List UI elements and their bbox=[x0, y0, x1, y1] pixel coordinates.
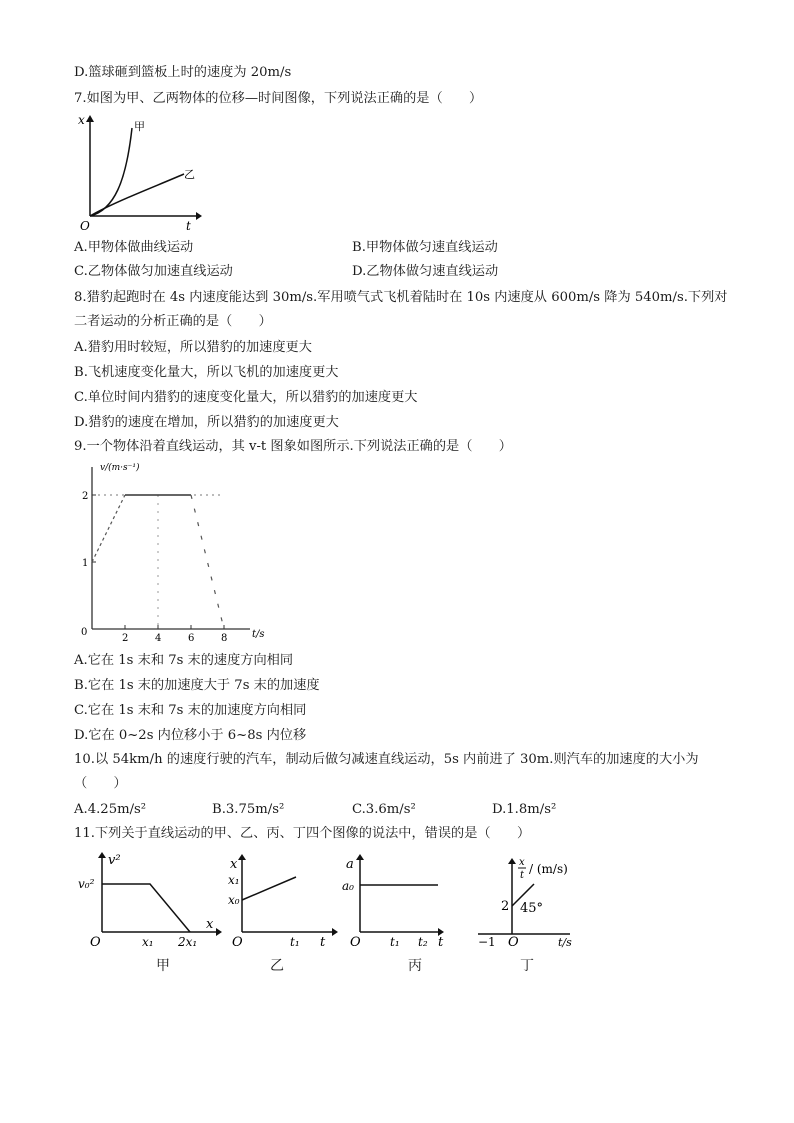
q11-bing-ylabel: a bbox=[346, 857, 354, 872]
q11-jia-v0sq: v₀² bbox=[78, 877, 95, 891]
q11-ding-origin: O bbox=[508, 935, 519, 950]
q11-caption-bing: 丙 bbox=[408, 958, 422, 974]
q9-origin: 0 bbox=[81, 627, 88, 638]
q11-bing-t1: t₁ bbox=[390, 935, 400, 949]
q11-bing-t2: t₂ bbox=[418, 935, 428, 949]
q9-stem: 9.一个物体沿着直线运动，其 v-t 图象如图所示.下列说法正确的是（ ） bbox=[74, 439, 512, 454]
q11-stem: 11.下列关于直线运动的甲、乙、丙、丁四个图像的说法中，错误的是（ ） bbox=[74, 826, 531, 841]
q11-yi-ylabel: x bbox=[230, 857, 238, 872]
q7-y-arrow bbox=[86, 115, 94, 122]
q7-option-b: B.甲物体做匀速直线运动 bbox=[352, 240, 498, 255]
q10-stem-line1: 10.以 54km/h 的速度行驶的汽车，制动后做匀减速直线运动，5s 内前进了 30m.则汽车的加速度的大小为 bbox=[74, 752, 699, 767]
q11-jia-x1: x₁ bbox=[142, 935, 154, 949]
q7-x-label: x bbox=[78, 113, 85, 127]
q11-graph-jia bbox=[74, 850, 224, 950]
q9-xtick-8: 8 bbox=[221, 633, 228, 644]
q11-yi-t1: t₁ bbox=[290, 935, 300, 949]
q8-stem-line1: 8.猎豹起跑时在 4s 内速度能达到 30m/s.军用喷气式飞机着陆时在 10s 内速度从 600m/s 降为 540m/s.下列对 bbox=[74, 290, 728, 305]
q11-ding-angle: 45° bbox=[520, 901, 544, 916]
q7-option-d: D.乙物体做匀速直线运动 bbox=[352, 264, 499, 279]
q9-option-c: C.它在 1s 末和 7s 末的加速度方向相同 bbox=[74, 703, 307, 718]
q9-vt-line-fall bbox=[191, 495, 224, 629]
q11-ding-xlabel: t/s bbox=[558, 936, 572, 949]
q11-ding-neg1: −1 bbox=[478, 935, 496, 949]
q11-ding-frac-bot: t bbox=[520, 870, 525, 881]
q7-xt-graph bbox=[74, 112, 204, 232]
q11-yi-line bbox=[242, 877, 296, 900]
q11-yi-origin: O bbox=[232, 935, 243, 950]
q7-origin: O bbox=[80, 219, 90, 232]
q10-option-a: A.4.25m/s² bbox=[74, 802, 147, 817]
q8-option-a: A.猎豹用时较短，所以猎豹的加速度更大 bbox=[74, 340, 312, 355]
q9-vt-line-rise bbox=[92, 495, 125, 562]
q11-ding-ylabel-unit: / (m/s) bbox=[529, 862, 568, 876]
q7-curve-jia bbox=[90, 128, 132, 216]
q11-ding-frac-top: x bbox=[519, 857, 525, 868]
q8-stem-line2: 二者运动的分析正确的是（ ） bbox=[74, 314, 272, 329]
q11-jia-line bbox=[102, 884, 190, 932]
q9-xtick-4: 4 bbox=[155, 633, 162, 644]
q11-caption-yi: 乙 bbox=[270, 958, 284, 974]
q10-stem-line2: （ ） bbox=[74, 776, 127, 791]
q11-bing-origin: O bbox=[350, 935, 361, 950]
q11-jia-xlabel: x bbox=[206, 917, 214, 932]
q7-label-jia: 甲 bbox=[134, 120, 145, 133]
q9-xlabel: t/s bbox=[252, 629, 265, 640]
q9-option-a: A.它在 1s 末和 7s 末的速度方向相同 bbox=[74, 653, 294, 668]
q9-xtick-6: 6 bbox=[188, 633, 195, 644]
q10-option-c: C.3.6m/s² bbox=[352, 802, 416, 817]
q8-option-d: D.猎豹的速度在增加，所以猎豹的加速度更大 bbox=[74, 415, 339, 430]
q9-ylabel: v/(m·s⁻¹) bbox=[100, 463, 140, 473]
q6-option-d: D.篮球砸到篮板上时的速度为 20m/s bbox=[74, 65, 292, 80]
q11-caption-ding: 丁 bbox=[520, 958, 534, 974]
q11-graph-yi bbox=[224, 850, 344, 950]
q10-option-b: B.3.75m/s² bbox=[212, 802, 285, 817]
q8-option-b: B.飞机速度变化量大，所以飞机的加速度更大 bbox=[74, 365, 339, 380]
q10-option-d: D.1.8m/s² bbox=[492, 802, 557, 817]
q7-stem: 7.如图为甲、乙两物体的位移—时间图像，下列说法正确的是（ ） bbox=[74, 91, 483, 106]
q11-caption-jia: 甲 bbox=[156, 958, 170, 974]
q11-bing-xlabel: t bbox=[438, 935, 444, 950]
q9-ytick-2: 2 bbox=[82, 491, 89, 502]
q11-yi-x0: x₀ bbox=[228, 893, 240, 907]
q9-option-d: D.它在 0~2s 内位移小于 6~8s 内位移 bbox=[74, 728, 307, 743]
q9-option-b: B.它在 1s 末的加速度大于 7s 末的加速度 bbox=[74, 678, 320, 693]
q7-option-c: C.乙物体做匀加速直线运动 bbox=[74, 264, 233, 279]
q9-vt-graph bbox=[80, 457, 280, 645]
q11-graph-ding bbox=[474, 850, 594, 950]
q8-option-c: C.单位时间内猎豹的速度变化量大，所以猎豹的加速度更大 bbox=[74, 390, 418, 405]
q11-bing-a0: a₀ bbox=[342, 879, 354, 893]
q11-jia-2x1: 2x₁ bbox=[178, 935, 198, 949]
q11-jia-origin: O bbox=[90, 935, 101, 950]
q7-label-yi: 乙 bbox=[184, 168, 195, 181]
q7-option-a: A.甲物体做曲线运动 bbox=[74, 240, 194, 255]
q11-graph-bing bbox=[338, 850, 448, 950]
q9-xtick-2: 2 bbox=[122, 633, 129, 644]
q11-ding-y2: 2 bbox=[501, 899, 510, 914]
q7-t-label: t bbox=[186, 219, 191, 232]
q7-x-arrow bbox=[196, 212, 202, 220]
q11-yi-x1: x₁ bbox=[228, 873, 240, 887]
q11-yi-xlabel: t bbox=[320, 935, 326, 950]
q9-ytick-1: 1 bbox=[82, 558, 89, 569]
q11-jia-ylabel: v² bbox=[108, 853, 121, 868]
